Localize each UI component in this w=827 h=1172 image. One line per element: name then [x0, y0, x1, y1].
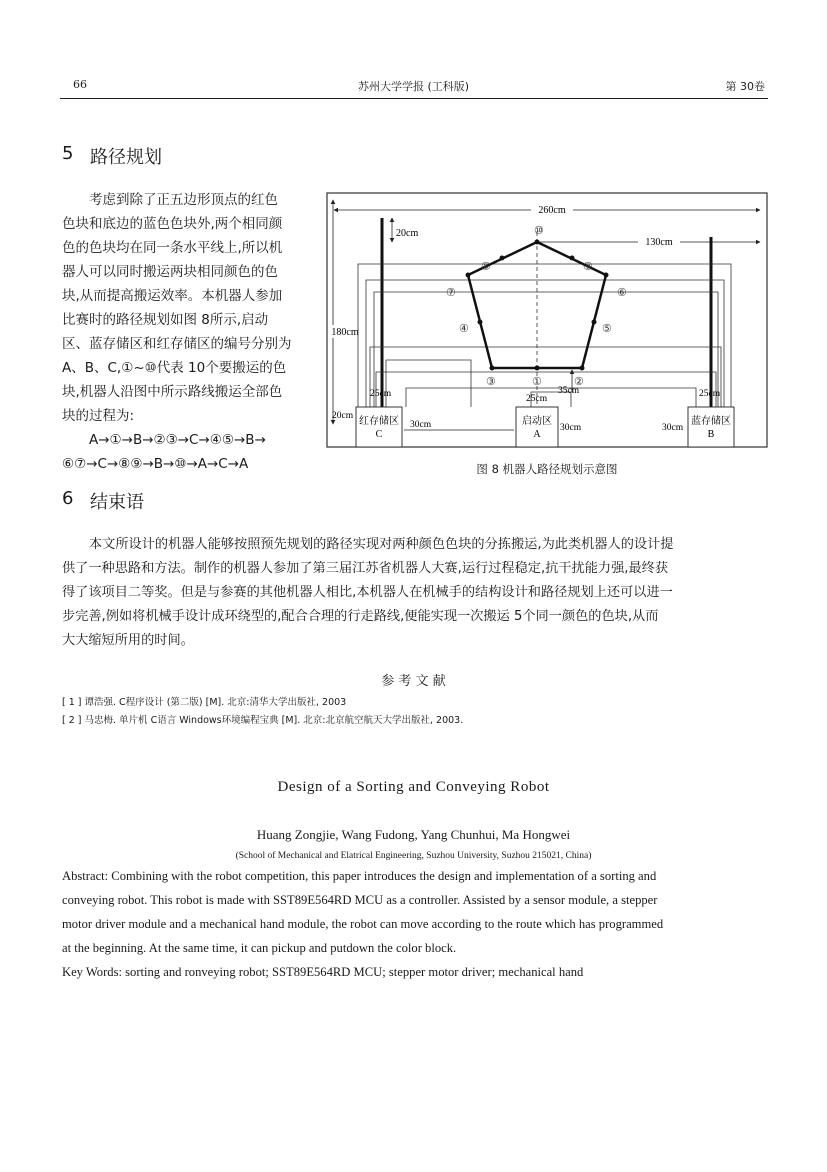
english-affiliation: (School of Mechanical and Elatrical Engineering, Suzhou University, Suzhou 215021, China)	[235, 851, 592, 861]
block-labels	[446, 225, 627, 388]
block-8-label: ⑧	[481, 261, 491, 273]
abstract-line: Abstract: Combining with the robot competition, this paper introduces the design and implementation of a sorting and	[62, 869, 657, 883]
dim-35-label: 35cm	[558, 386, 580, 396]
section5-line: 块,从而提高搬运效率。本机器人参加	[62, 288, 283, 304]
red-storage-zone	[356, 407, 402, 447]
volume-label: 第 30卷	[725, 80, 765, 93]
block-10-label: ⑩	[534, 225, 544, 237]
dim-25-right-label: 25cm	[699, 389, 721, 399]
reference-item-2: [ 2 ] 马忠梅. 单片机 C语言 Windows环境编程宝典 [M]. 北京:北京航空航天大学出版社, 2003.	[62, 715, 464, 726]
header-rule	[60, 98, 768, 99]
blue-storage-zone	[688, 407, 734, 447]
path-planning-diagram	[326, 192, 768, 448]
blue-zone-label: 蓝存储区	[691, 416, 731, 427]
reference-item-1: [ 1 ] 谭浩强. C程序设计 (第二版) [M]. 北京:清华大学出版社, 2003	[62, 697, 347, 708]
section5-line: 色的色块均在同一条水平线上,所以机	[62, 240, 283, 256]
dim-30-b-label: 30cm	[560, 423, 582, 433]
blue-zone-id: B	[707, 429, 715, 440]
section6-line: 大大缩短所用的时间。	[62, 633, 194, 648]
english-title: Design of a Sorting and Conveying Robot	[277, 779, 550, 795]
abstract-line: at the beginning. At the same time, it can pickup and putdown the color block.	[62, 941, 457, 955]
section6-title: 结束语	[90, 492, 144, 513]
page-number: 66	[73, 78, 87, 91]
references-title: 参 考 文 献	[381, 674, 446, 689]
red-zone-id: C	[375, 429, 383, 440]
keywords-line: Key Words: sorting and ronveying robot; SST89E564RD MCU; stepper motor driver; mechanical hand	[62, 965, 584, 979]
dim-180-label: 180cm	[331, 327, 359, 338]
section5-line: A、B、C,①~⑩代表 10个要搬运的色	[62, 360, 287, 376]
route-line-1: A→①→B→②③→C→④⑤→B→	[89, 432, 266, 448]
section6-line: 供了一种思路和方法。制作的机器人参加了第三届江苏省机器人大赛,运行过程稳定,抗干扰能力强,最终获	[62, 561, 669, 576]
dim-20-left-label: 20cm	[332, 411, 354, 421]
section5-line: 器人可以同时搬运两块相同颜色的色	[62, 264, 278, 280]
block-2-label: ②	[574, 376, 584, 388]
section5-body	[62, 188, 322, 476]
section6-line: 步完善,例如将机械手设计成环绕型的,配合合理的行走路线,便能实现一次搬运 5个同一颜色的色块,从而	[62, 609, 659, 624]
dim-130-label: 130cm	[645, 237, 673, 248]
route-paths	[358, 264, 731, 407]
block-7-label: ⑦	[446, 287, 456, 299]
abstract-line: conveying robot. This robot is made with SST89E564RD MCU as a controller. Assisted by a sensor module, a stepper	[62, 893, 658, 907]
dim-25-left-label: 25cm	[370, 389, 392, 399]
section5-line: 考虑到除了正五边形顶点的红色	[89, 192, 278, 208]
section5-number: 5	[62, 143, 74, 164]
section6-line: 本文所设计的机器人能够按照预先规划的路径实现对两种颜色色块的分拣搬运,为此类机器人的设计提	[89, 537, 674, 552]
figure-caption: 图 8 机器人路径规划示意图	[476, 462, 618, 476]
red-zone-label: 红存储区	[359, 416, 399, 427]
block-1-label: ①	[532, 376, 542, 388]
start-zone-label: 启动区	[522, 416, 552, 427]
block-6-label: ⑥	[617, 287, 627, 299]
start-zone	[516, 407, 558, 447]
block-4-label: ④	[459, 323, 469, 335]
section5-line: 块的过程为:	[62, 408, 135, 424]
section6-body	[62, 533, 770, 653]
start-zone-id: A	[533, 429, 541, 440]
english-abstract	[62, 864, 770, 984]
section5-line: 比赛时的路径规划如图 8所示,启动	[62, 312, 269, 328]
abstract-line: motor driver module and a mechanical hand module, the robot can move according to the route which has programmed	[62, 917, 664, 931]
section5-line: 块,机器人沿图中所示路线搬运全部色	[62, 384, 283, 400]
section6-line: 得了该项目二等奖。但是与参赛的其他机器人相比,本机器人在机械手的结构设计和路径规划上还可以进一	[62, 585, 673, 600]
journal-name: 苏州大学学报 (工科版)	[357, 80, 470, 93]
dim-25-mid-label: 25cm	[526, 394, 548, 404]
dim-30-c-label: 30cm	[662, 423, 684, 433]
section5-line: 区、蓝存储区和红存储区的编号分别为	[62, 336, 292, 352]
dim-260-label: 260cm	[538, 205, 566, 216]
section5-title: 路径规划	[90, 147, 162, 168]
section5-line: 色块和底边的蓝色色块外,两个相同颜	[62, 216, 283, 232]
dim-30-a-label: 30cm	[410, 420, 432, 430]
dim-20-top-label: 20cm	[396, 228, 419, 239]
block-5-label: ⑤	[602, 323, 612, 335]
block-3-label: ③	[486, 376, 496, 388]
english-authors: Huang Zongjie, Wang Fudong, Yang Chunhui, Ma Hongwei	[256, 827, 571, 842]
block-9-label: ⑨	[583, 261, 593, 273]
route-line-2: ⑥⑦→C→⑧⑨→B→⑩→A→C→A	[62, 456, 249, 472]
section6-number: 6	[62, 488, 74, 509]
